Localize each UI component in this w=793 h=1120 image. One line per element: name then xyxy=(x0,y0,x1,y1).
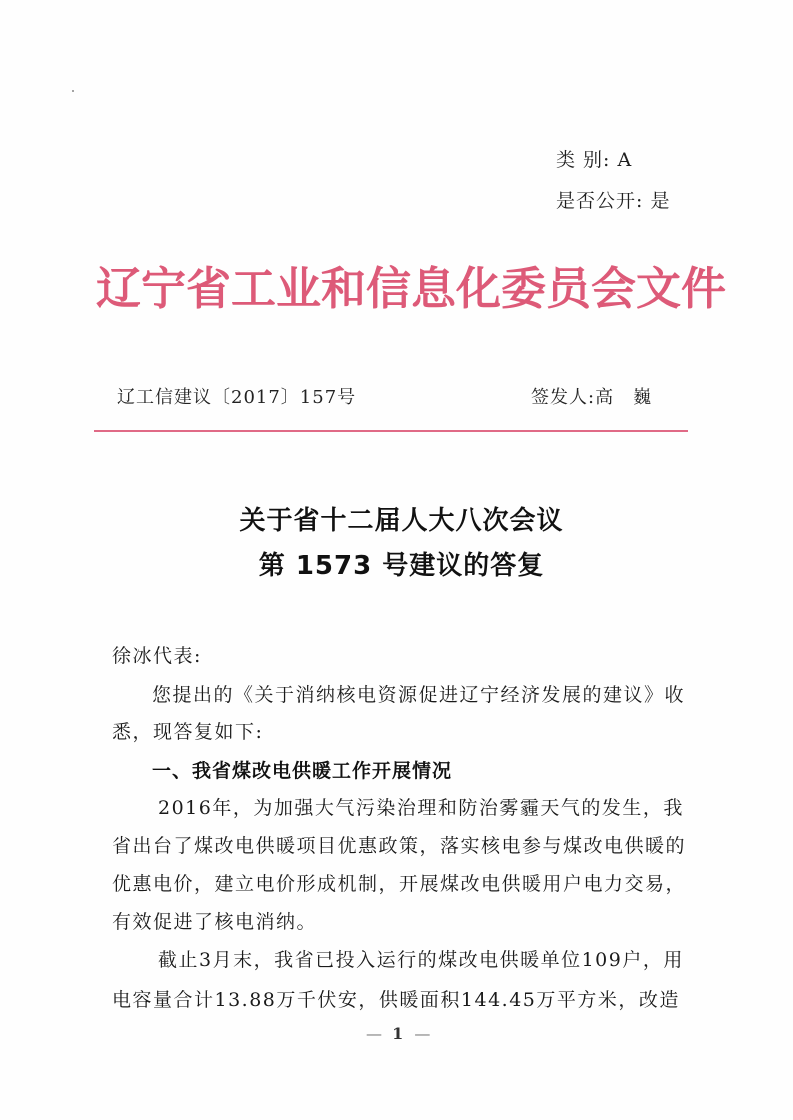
category-value: A xyxy=(617,149,633,171)
paragraph-2-line-3: 优惠电价，建立电价形成机制，开展煤改电供暖用户电力交易， xyxy=(112,873,687,895)
paragraph-2-line-1: 2016年，为加强大气污染治理和防治雾霾天气的发生，我 xyxy=(158,797,684,819)
paragraph-2-line-4: 有效促进了核电消纳。 xyxy=(112,911,318,933)
red-divider-line xyxy=(94,430,688,432)
subject-title-line-2: 第 1573 号建议的答复 xyxy=(258,551,545,581)
category-label: 类 别: xyxy=(556,149,611,171)
footer-dash-right: — xyxy=(414,1024,430,1043)
page-number: 1 xyxy=(392,1024,404,1043)
public-label: 是否公开: xyxy=(556,190,644,212)
scan-speck xyxy=(72,90,74,92)
page-number-footer xyxy=(366,1024,429,1043)
category-meta xyxy=(556,145,632,172)
section-heading-1: 一、我省煤改电供暖工作开展情况 xyxy=(152,760,453,782)
document-header-title: 辽宁省工业和信息化委员会文件 xyxy=(96,262,727,315)
greeting: 徐冰代表: xyxy=(112,645,202,667)
public-value: 是 xyxy=(650,190,671,212)
paragraph-2-line-2: 省出台了煤改电供暖项目优惠政策，落实核电参与煤改电供暖的 xyxy=(112,835,687,857)
paragraph-1-line-2: 悉，现答复如下: xyxy=(112,721,264,743)
public-meta xyxy=(556,186,670,213)
paragraph-3-line-2: 电容量合计13.88万千伏安，供暖面积144.45万平方米，改造 xyxy=(112,989,680,1011)
document-number: 辽工信建议〔2017〕157号 xyxy=(117,387,357,408)
signer: 签发人:高 巍 xyxy=(531,387,653,408)
paragraph-1-line-1: 您提出的《关于消纳核电资源促进辽宁经济发展的建议》收 xyxy=(152,684,686,706)
footer-dash-left: — xyxy=(366,1024,381,1043)
subject-title-line-1: 关于省十二届人大八次会议 xyxy=(239,506,564,536)
paragraph-3-line-1: 截止3月末，我省已投入运行的煤改电供暖单位109户，用 xyxy=(158,949,684,971)
